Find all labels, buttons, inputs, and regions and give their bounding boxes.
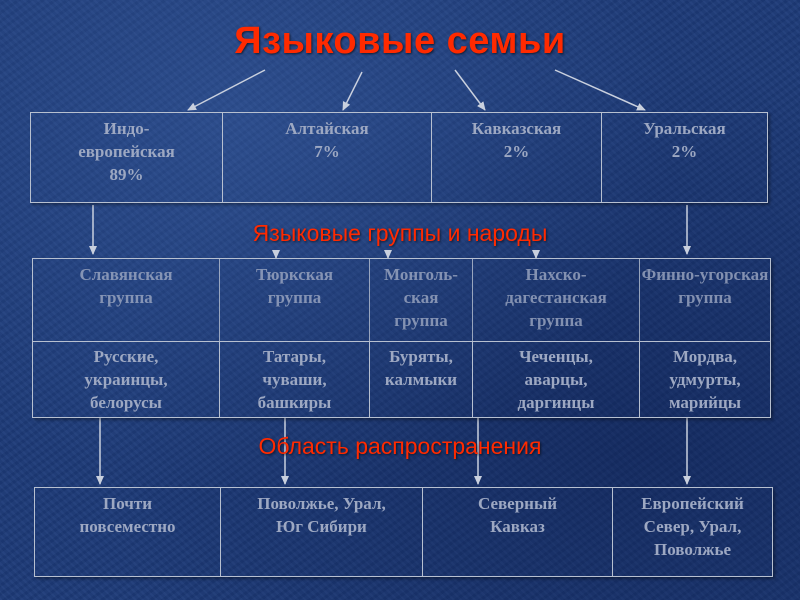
group-nakh-dagestanian: Нахско- дагестанская группа (473, 259, 640, 341)
groups-heading: Языковые группы и народы (252, 220, 548, 246)
arrow-to-caucasian (455, 70, 485, 110)
arrow-to-uralic (555, 70, 645, 110)
region-caucasian: Северный Кавказ (423, 488, 613, 576)
arrow-to-altaic (343, 72, 362, 110)
group-finno-ugric: Финно-угорская группа (641, 265, 769, 307)
region-uralic: Европейский Север, Урал, Поволжье (641, 494, 744, 559)
region-altaic: Поволжье, Урал, Юг Сибири (221, 488, 423, 576)
family-altaic: Алтайская 7% (223, 113, 432, 202)
peoples-mongolic: Буряты, калмыки (370, 341, 473, 417)
group-slavic: Славянская группа (33, 259, 220, 341)
regions-table (34, 487, 773, 577)
peoples-nakh-dagestanian: Чеченцы, аварцы, даргинцы (473, 341, 640, 417)
page-title: Языковые семьи (234, 20, 566, 62)
family-indo-european: Индо- европейская 89% (31, 113, 223, 202)
peoples-slavic: Русские, украинцы, белорусы (33, 341, 220, 417)
region-indo-european: Почти повсеместно (35, 488, 221, 576)
arrow-to-indo-european (188, 70, 265, 110)
groups-table (32, 258, 771, 418)
family-caucasian: Кавказская 2% (432, 113, 602, 202)
group-mongolic: Монголь- ская группа (370, 259, 473, 341)
families-table (30, 112, 768, 203)
group-turkic: Тюркская группа (220, 259, 370, 341)
regions-heading: Область распространения (258, 433, 542, 459)
family-uralic: Уральская 2% (643, 119, 726, 161)
peoples-finno-ugric: Мордва, удмурты, марийцы (668, 347, 742, 412)
peoples-turkic: Татары, чуваши, башкиры (220, 341, 370, 417)
